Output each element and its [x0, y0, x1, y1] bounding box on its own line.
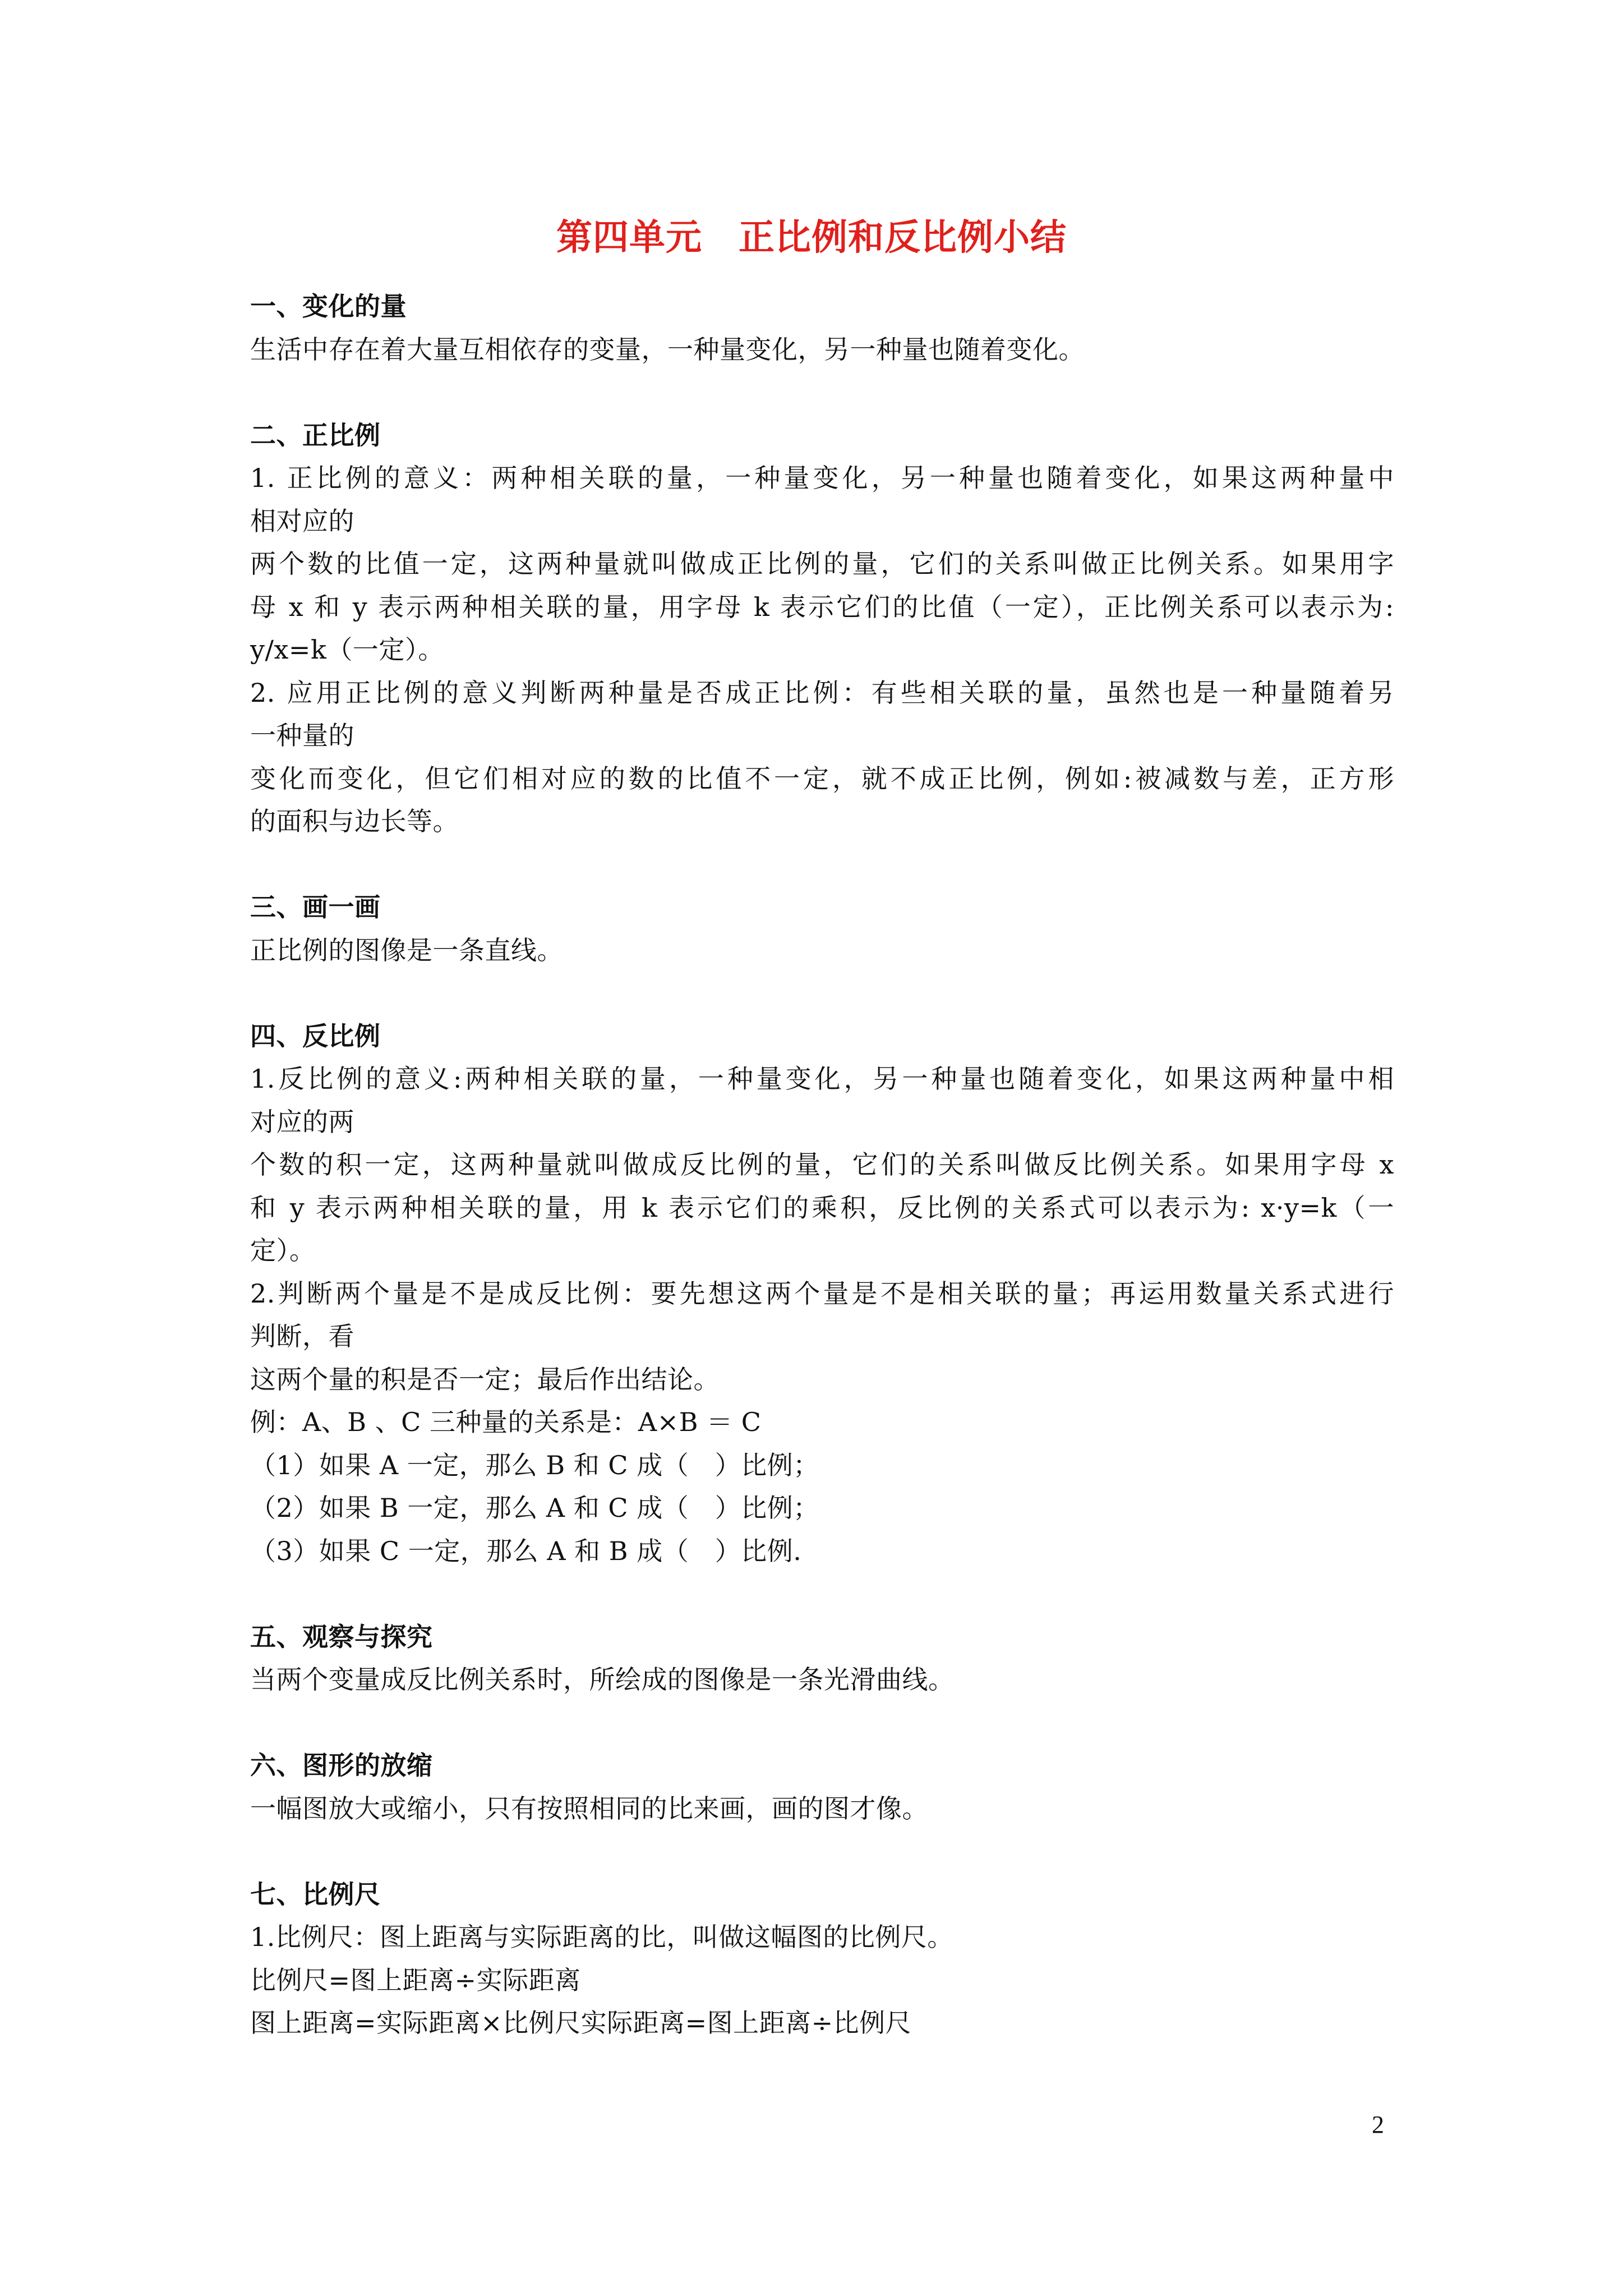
paragraph-line: 一种量的	[250, 720, 354, 751]
page-number: 2	[1372, 2111, 1384, 2138]
paragraph-line: 和 y 表示两种相关联的量，用 k 表示它们的乘积，反比例的关系式可以表示为: x·y=k（一	[250, 1192, 1394, 1223]
paragraph-line: 当两个变量成反比例关系时，所绘成的图像是一条光滑曲线。	[250, 1664, 955, 1695]
paragraph-line: 比例尺=图上距离÷实际距离	[250, 1964, 581, 1995]
paragraph-line: 1.反比例的意义:两种相关联的量，一种量变化，另一种量也随着变化，如果这两种量中相	[250, 1064, 1394, 1094]
paragraph-line: 两个数的比值一定，这两种量就叫做成正比例的量，它们的关系叫做正比例关系。如果用字	[250, 549, 1394, 579]
paragraph-line: y/x=k（一定）。	[250, 634, 444, 665]
paragraph-line: 2.判断两个量是不是成反比例：要先想这两个量是不是相关联的量；再运用数量关系式进行	[250, 1278, 1394, 1309]
paragraph-line: 定）。	[250, 1235, 316, 1266]
paragraph-line: 相对应的	[250, 505, 354, 536]
paragraph-line: 变化而变化，但它们相对应的数的比值不一定，就不成正比例，例如:被减数与差，正方形	[250, 763, 1394, 794]
paragraph-line: 正比例的图像是一条直线。	[250, 935, 563, 965]
paragraph-line: 母 x 和 y 表示两种相关联的量，用字母 k 表示它们的比值（一定），正比例关系可以表示为:	[250, 591, 1394, 622]
paragraph-line: 个数的积一定，这两种量就叫做成反比例的量，它们的关系叫做反比例关系。如果用字母 x	[250, 1149, 1394, 1180]
section-heading: 三、画一画	[250, 892, 381, 922]
paragraph-line: 2. 应用正比例的意义判断两种量是否成正比例：有些相关联的量，虽然也是一种量随着另	[250, 677, 1394, 708]
paragraph-line: 例：A、B 、C 三种量的关系是：A×B ＝ C	[250, 1407, 762, 1437]
paragraph-line: 这两个量的积是否一定；最后作出结论。	[250, 1364, 720, 1395]
paragraph-line: 对应的两	[250, 1106, 354, 1137]
section-heading: 二、正比例	[250, 420, 381, 450]
paragraph-line: 1. 正比例的意义：两种相关联的量，一种量变化，另一种量也随着变化，如果这两种量中	[250, 463, 1394, 493]
paragraph-line: （1）如果 A 一定，那么 B 和 C 成（ ）比例；	[250, 1450, 819, 1480]
section-heading: 六、图形的放缩	[250, 1750, 433, 1780]
paragraph-line: 1.比例尺：图上距离与实际距离的比，叫做这幅图的比例尺。	[250, 1922, 953, 1952]
section-heading: 四、反比例	[250, 1020, 381, 1051]
paragraph-line: 一幅图放大或缩小，只有按照相同的比来画，画的图才像。	[250, 1793, 928, 1824]
paragraph-line: （3）如果 C 一定，那么 A 和 B 成（ ）比例.	[250, 1535, 802, 1566]
paragraph-line: 的面积与边长等。	[250, 806, 459, 836]
section-heading: 一、变化的量	[250, 291, 407, 321]
paragraph-line: 图上距离=实际距离×比例尺实际距离=图上距离÷比例尺	[250, 2008, 912, 2038]
paragraph-line: （2）如果 B 一定，那么 A 和 C 成（ ）比例；	[250, 1493, 819, 1523]
document-body	[250, 285, 1394, 2045]
paragraph-line: 生活中存在着大量互相依存的变量，一种量变化，另一种量也随着变化。	[250, 334, 1085, 365]
paragraph-line: 判断，看	[250, 1321, 354, 1351]
section-heading: 七、比例尺	[250, 1879, 381, 1910]
page-title: 第四单元 正比例和反比例小结	[556, 217, 1067, 259]
section-heading: 五、观察与探究	[250, 1621, 433, 1652]
